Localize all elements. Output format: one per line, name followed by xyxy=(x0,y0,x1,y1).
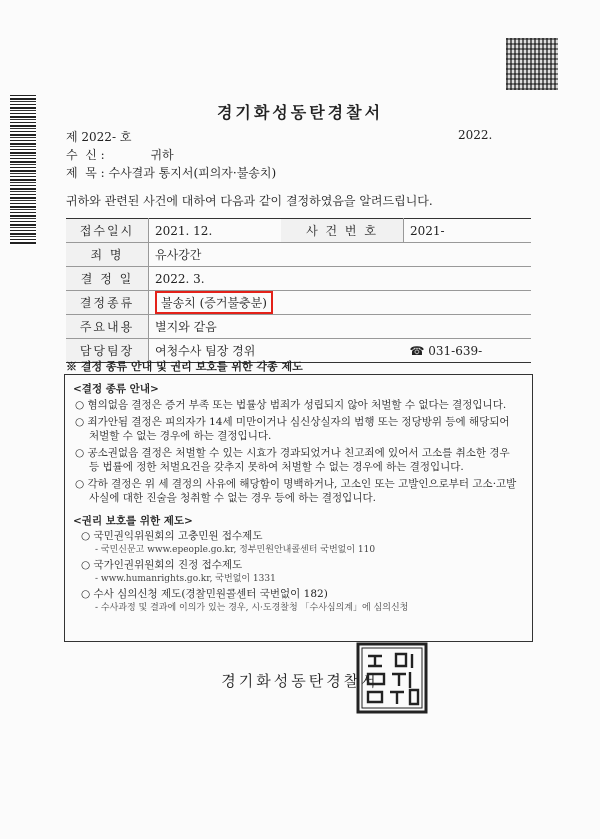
issuer-name: 경기화성동탄경찰서 xyxy=(221,672,379,690)
notice-text: 귀하와 관련된 사건에 대하여 다음과 같이 결정하였음을 알려드립니다. xyxy=(66,194,433,208)
summary-label: 주요내용 xyxy=(66,315,149,339)
recipient-line: 수 신 : 귀하 xyxy=(66,148,174,162)
rights-guide-heading: <권리 보호를 위한 제도> xyxy=(73,515,193,527)
officer-label: 담당팀장 xyxy=(66,339,149,363)
crime-label: 죄 명 xyxy=(66,243,149,267)
guide-box xyxy=(64,374,533,642)
list-item: ○ 각하 결정은 위 세 결정의 사유에 해당함이 명백하거나, 고소인 또는 고발인으로부터 고소·고발 사실에 대한 진술을 청취할 수 없는 경우 등에 하는 결정입니다. xyxy=(75,478,517,504)
list-item-detail: - 수사과정 및 결과에 이의가 있는 경우, 시·도경찰청 「수사심의계」에 심의신청 xyxy=(95,603,409,613)
document-title: 경기화성동탄경찰서 xyxy=(216,103,384,122)
guide-title: ※ 결정 종류 안내 및 권리 보호를 위한 각종 제도 xyxy=(66,360,303,373)
qr-code xyxy=(506,38,558,90)
officer-value: 여청수사 팀장 경위 xyxy=(149,339,404,363)
list-item: ○ 공소권없음 결정은 처벌할 수 있는 시효가 경과되었거나 친고죄에 있어서 고소를 취소한 경우 등 법률에 정한 처벌요건을 갖추지 못하여 처벌할 수 없는 경우에 하는 결정입니다. xyxy=(75,447,510,473)
subject-line: 제 목 : 수사결과 통지서(피의자·불송치) xyxy=(66,166,277,180)
summary-value: 별지와 같음 xyxy=(149,315,532,339)
list-item-detail: - www.humanrights.go.kr, 국번없이 1331 xyxy=(95,574,276,584)
list-item: ○ 혐의없음 결정은 증거 부족 또는 법률상 범죄가 성립되지 않아 처벌할 수 없다는 결정입니다. xyxy=(75,399,507,411)
document-number: 제 2022- 호 xyxy=(66,130,132,144)
table-row xyxy=(66,243,531,267)
table-row xyxy=(66,219,531,243)
case-number-value: 2021- xyxy=(404,219,532,243)
receipt-label: 접수일시 xyxy=(66,219,149,243)
case-number-label: 사 건 번 호 xyxy=(281,219,404,243)
decision-type-cell xyxy=(149,291,532,315)
list-item: ○ 국민권익위원회의 고충민원 접수제도 xyxy=(81,530,263,542)
phone-value: 031-639- xyxy=(428,343,483,358)
table-row xyxy=(66,315,531,339)
decision-date-value: 2022. 3. xyxy=(149,267,532,291)
phone-icon: ☎ xyxy=(409,343,425,358)
list-item-detail: - 국민신문고 www.epeople.go.kr, 정부민원안내콜센터 국번없이 110 xyxy=(95,545,376,555)
crime-value: 유사강간 xyxy=(149,243,532,267)
decision-type-label: 결정종류 xyxy=(66,291,149,315)
table-row xyxy=(66,267,531,291)
list-item: ○ 수사 심의신청 제도(경찰민원콜센터 국번없이 182) xyxy=(81,588,328,600)
decision-date-label: 결 정 일 xyxy=(66,267,149,291)
decision-guide-heading: <결정 종류 안내> xyxy=(73,383,159,395)
official-seal xyxy=(356,642,428,714)
document-year: 2022. xyxy=(458,128,493,142)
phone-cell xyxy=(404,339,532,363)
list-item: ○ 국가인권위원회의 진정 접수제도 xyxy=(81,559,243,571)
receipt-value: 2021. 12. xyxy=(149,219,282,243)
decision-type-value: 불송치 (증거불충분) xyxy=(155,291,273,314)
info-table xyxy=(66,218,531,363)
table-row xyxy=(66,291,531,315)
list-item: ○ 죄가안됨 결정은 피의자가 14세 미만이거나 심신상실자의 범행 또는 정당방위 등에 해당되어 처벌할 수 없는 경우에 하는 결정입니다. xyxy=(75,416,510,442)
